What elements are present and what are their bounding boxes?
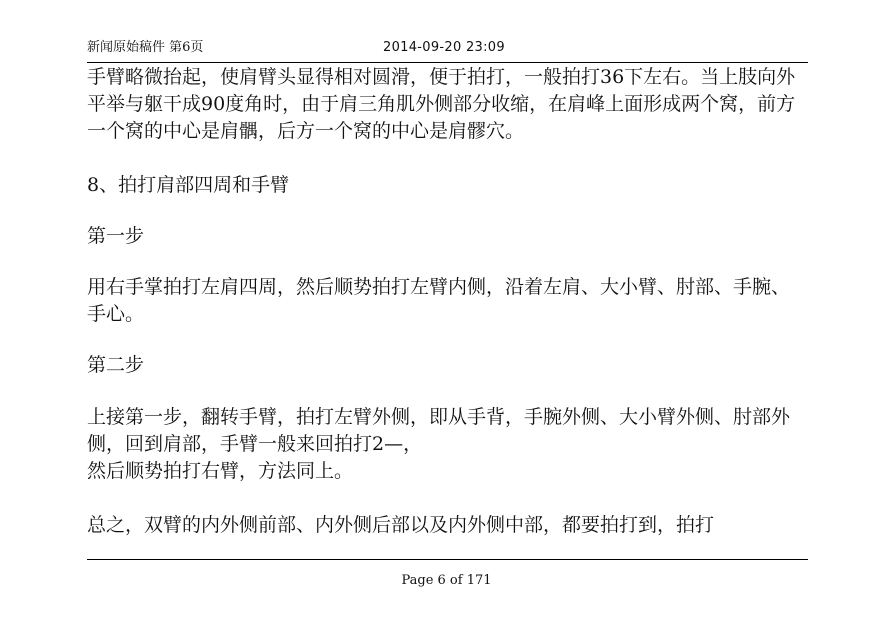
page-header [87,40,808,63]
footer-divider [87,559,808,560]
body-paragraph: 用右手掌拍打左肩四周，然后顺势拍打左臂内侧，沿着左肩、大小臂、肘部、手腕、手心。 [87,276,791,325]
body-paragraph: 上接第一步，翻转手臂，拍打左臂外侧，即从手背，手腕外侧、大小臂外侧、肘部外侧，回到肩部，手臂一般来回拍打2—， 然后顺势拍打右臂，方法同上。 [87,406,791,482]
body-paragraph: 总之，双臂的内外侧前部、内外侧后部以及内外侧中部，都要拍打到，拍打 [87,514,715,536]
header-timestamp: 2014-09-20 23:09 [383,40,505,55]
header-document-title: 新闻原始稿件 第6页 [87,40,204,55]
step-heading: 第一步 [87,225,145,247]
page-number: Page 6 of 171 [401,573,492,588]
body-paragraph: 手臂略微抬起，使肩臂头显得相对圆滑，便于拍打，一般拍打36下左右。当上肢向外平举与躯干成90度角时，由于肩三角肌外侧部分收缩，在肩峰上面形成两个窝，前方一个窝的中心是肩髃，后方一个窝的中心是肩髎穴。 [87,66,796,142]
step-heading: 第二步 [87,354,145,376]
section-heading: 8、拍打肩部四周和手臂 [87,174,290,196]
